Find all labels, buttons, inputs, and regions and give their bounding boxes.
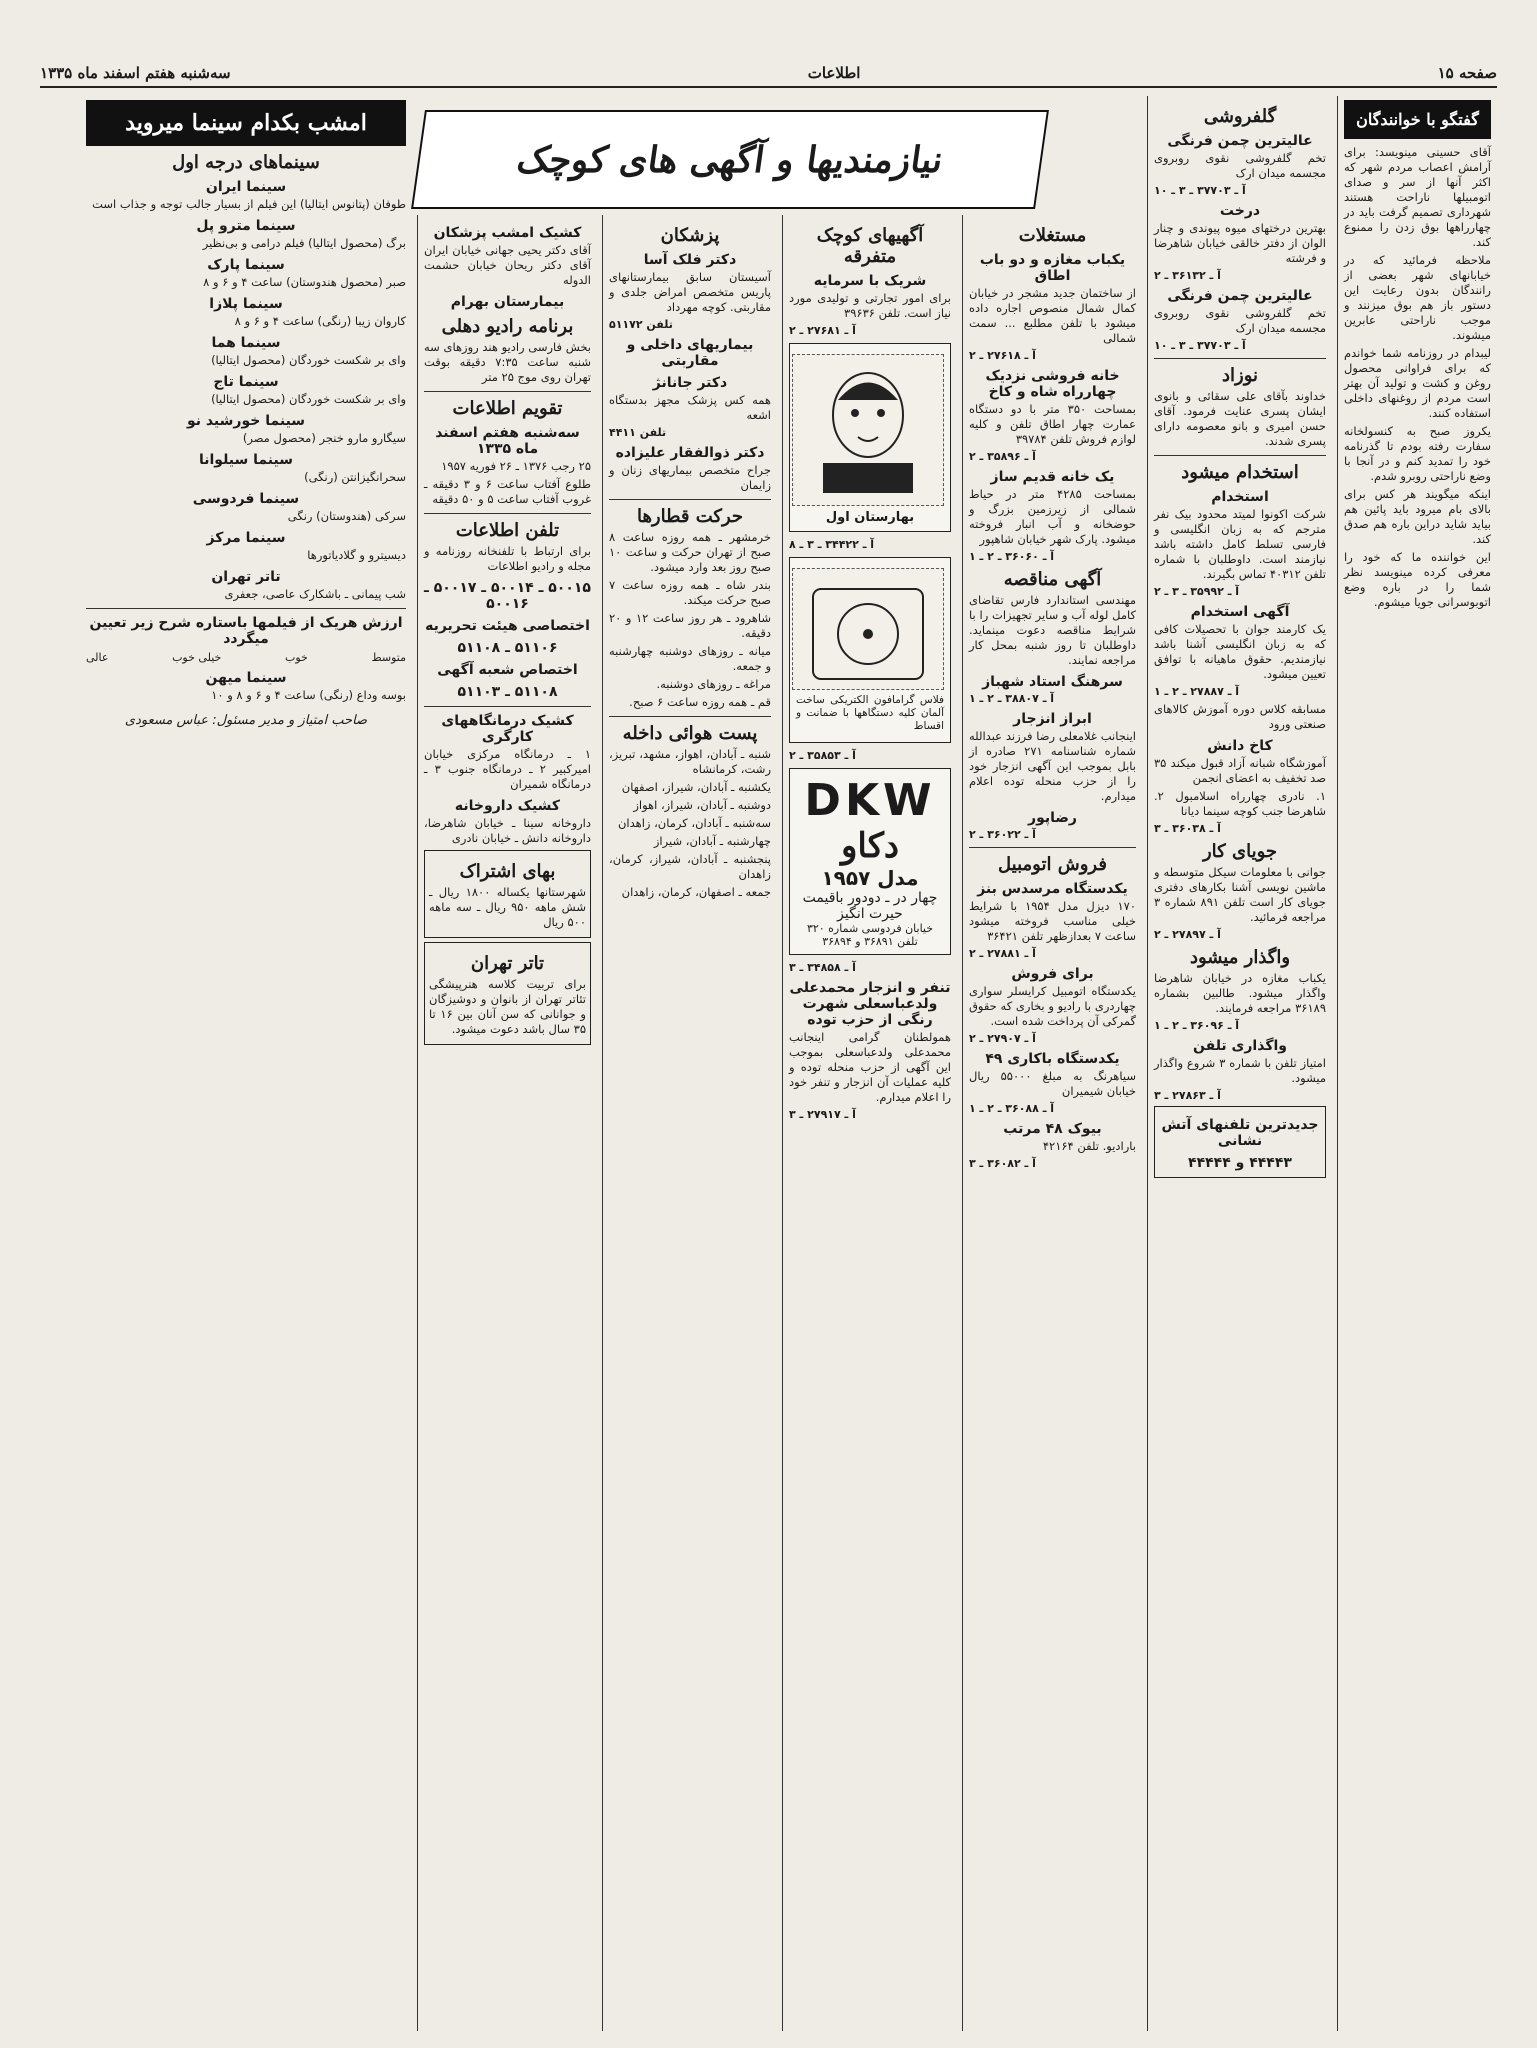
ad-heading: تنفر و انزجار محمدعلی ولدعباسعلی شهرت رنگی از حزب توده <box>789 980 951 1028</box>
ad-heading: جدیدترین تلفنهای آتش نشانی <box>1161 1117 1319 1149</box>
ad-code: آ ـ ۲۷۶۸۱ ـ ۲ <box>789 324 856 337</box>
ad-heading: ابراز انزجار <box>1013 711 1092 727</box>
ad-text: بهترین درختهای میوه پیوندی و چنار الوان از دفتر خالقی خیابان شاهرضا و فرشته <box>1154 221 1326 265</box>
cinema-name: سینما فردوسی <box>192 491 300 507</box>
cinema-name: تاتر تهران <box>211 569 281 585</box>
train-info: خرمشهر ـ همه روزه ساعت ۸ صبح از تهران حرکت و ساعت ۱۰ صبح روز بعد وارد میشود. <box>609 530 771 574</box>
ad-heading: کشیک امشب پزشکان <box>433 225 582 241</box>
dkw-address: خیابان فردوسی شماره ۳۲۰ <box>806 922 934 935</box>
ad-text: بمساحت ۳۵۰ متر با دو دستگاه عمارت چهار اطاق تلفن و کلیه لوازم فروش تلفن ۳۹۷۸۴ <box>969 402 1136 446</box>
ad-code: آ ـ ۳۸۸۰۷ ـ ۲ ـ ۱ <box>969 692 1055 705</box>
ad-code: آ ـ ۲۷۸۹۷ ـ ۲ <box>1154 928 1221 941</box>
ad-code: آ ـ ۳۶۰۹۶ ـ ۲ ـ ۱ <box>1154 1019 1240 1032</box>
ad-heading: شریک با سرمایه <box>813 273 927 289</box>
phonograph-illustration <box>792 568 944 690</box>
ad-code: آ ـ ۳۴۴۲۲ ـ ۳ ـ ۸ <box>789 538 875 551</box>
section-heading: بهای اشتراک <box>459 861 556 882</box>
ad-heading: بیوک ۴۸ مرتب <box>1003 1121 1102 1137</box>
ad-code: آ ـ ۳۷۷۰۳ ـ ۳ ـ ۱۰ <box>1154 339 1246 352</box>
train-info: مراغه ـ روزهای دوشنبه. <box>656 677 771 691</box>
reader-letter: ملاحظه فرمائید که در خیابانهای شهر بعضی از رانندگان بدون رعایت این دستور باز هم بوق میزنند و موجب ناراحتی عابرین میشوند. <box>1344 253 1491 342</box>
ad-text: جوانی با معلومات سیکل متوسطه و ماشین نویسی آشنا بکارهای دفتری جویای کار است تلفن ۸۹۱ شماره ۳ مراجعه فرمائید. <box>1154 865 1326 924</box>
cinema-name: سینما مرکز <box>206 530 286 546</box>
cinema-listing: شب پیمانی ـ باشکارک عاصی، جعفری <box>224 587 406 601</box>
ad-text: یک کارمند جوان با تحصیلات کافی که به زبان انگلیسی آشنا باشد نیازمندیم. حقوق ماهیانه با توافق تعیین میشود. <box>1154 622 1326 681</box>
ad-text: داروخانه سینا ـ خیابان شاهرضا، داروخانه دانش ـ خیابان نادری <box>424 816 591 845</box>
col-ads <box>782 215 957 2031</box>
section-heading: تاتر تهران <box>470 953 545 974</box>
cinema-listing: دیسیترو و گلادیاتورها <box>307 548 406 562</box>
airmail-info: سه‌شنبه ـ آبادان، کرمان، زاهدان <box>617 816 771 830</box>
ad-heading: اختصاص شعبه آگهی <box>437 662 578 678</box>
ad-text: یکدستگاه اتومبیل کرایسلر سواری چهاردری با رادیو و بخاری که حقوق گمرکی آن پرداخت شده است. <box>969 984 1136 1028</box>
section-heading: مستغلات <box>1018 225 1087 246</box>
ad-code: آ ـ ۳۵۹۹۲ ـ ۳ ـ ۲ <box>1154 585 1240 598</box>
train-info: بندر شاه ـ همه روزه ساعت ۷ صبح حرکت میکند. <box>609 578 771 607</box>
ad-heading: یکباب مغازه و دو باب اطاق <box>979 252 1126 284</box>
reader-letter: این خواننده ما که خود را معرفی کرده مینویسد نظر شما را در باره وضع اتوبوسرانی جویا میشوم. <box>1344 550 1491 609</box>
section-heading: سینماهای درجه اول <box>172 152 320 173</box>
col-classifieds-1 <box>1147 96 1332 2031</box>
divider <box>424 391 591 392</box>
cinema-name: سینما میهن <box>205 670 287 686</box>
ad-code: آ ـ ۲۷۸۶۳ ـ ۳ <box>1154 1089 1221 1102</box>
ad-text: سیاهرنگ به مبلغ ۵۵۰۰۰ ریال خیابان شیمیران <box>969 1069 1136 1098</box>
section-heading: آگهیهای کوچک متفرقه <box>816 225 924 267</box>
phonograph-ad <box>789 557 951 743</box>
cinema-listing: صبر (محصول هندوستان) ساعت ۴ و ۶ و ۸ <box>203 275 406 289</box>
ad-heading: کشیک درمانگاههای کارگری <box>441 713 574 745</box>
ad-heading: درخت <box>1219 203 1261 219</box>
ad-text: بخش فارسی رادیو هند روزهای سه شنبه ساعت ۷:۳۵ دقیقه بوقت تهران روی موج ۲۵ متر <box>424 340 591 384</box>
rating-good: خوب <box>284 651 308 664</box>
cinema-listing: وای بر شکست خوردگان (محصول ایتالیا) <box>211 353 406 367</box>
rating-legend-title: ارزش هریک از فیلمها باستاره شرح زیر تعیین میگردد <box>89 615 403 647</box>
ad-code: آ ـ ۳۵۸۵۳ ـ ۲ <box>789 749 856 762</box>
ad-text: تخم گلفروشی نقوی روبروی مجسمه میدان ارک <box>1154 306 1326 335</box>
ad-text: ۱۷۰ دیزل مدل ۱۹۵۴ با شرایط خیلی مناسب فروخته میشود ساعت ۷ بعدازظهر تلفن ۳۶۴۲۱ <box>969 899 1137 943</box>
dkw-desc: چهار در ـ دودور باقیمت حیرت انگیز <box>802 890 938 922</box>
ad-text: برای تربیت کلاسه هنرپیشگی تئاتر تهران از بانوان و دوشیزگان و جوانانی که سن آنان بین ۱۶ تا ۳۵ سال باشد دعوت میشود. <box>429 977 586 1036</box>
ad-code: آ ـ ۳۶۰۸۲ ـ ۳ <box>969 1157 1036 1170</box>
cinema-banner: امشب بکدام سینما میروید <box>86 100 406 146</box>
ad-text: ۱ ـ درمانگاه مرکزی خیابان امیرکبیر ۲ ـ درمانگاه جنوب ۳ ـ درمانگاه شمیران <box>424 747 592 791</box>
ad-heading: بیماریهای داخلی و مقاربتی <box>626 337 754 369</box>
ad-heading: عالیترین چمن فرنگی <box>1167 288 1313 304</box>
section-heading: حرکت قطارها <box>636 506 744 527</box>
airmail-info: پنجشنبه ـ آبادان، شیراز، کرمان، زاهدان <box>609 852 771 881</box>
ad-code: آ ـ ۳۶۱۳۲ ـ ۲ <box>1154 269 1221 282</box>
section-heading: آگهی مناقصه <box>1003 569 1102 590</box>
cinema-name: سینما ایران <box>205 179 287 195</box>
ad-code: آ ـ ۲۷۹۰۷ ـ ۲ <box>969 1032 1036 1045</box>
ad-text: همه کس پزشک مجهز بدستگاه اشعه <box>609 393 771 422</box>
ad-code: آ ـ ۳۴۸۵۸ ـ ۳ <box>789 961 856 974</box>
cinema-name: سینما مترو پل <box>196 218 296 234</box>
ad-code: آ ـ ۳۶۰۲۲ ـ ۲ <box>969 828 1036 841</box>
ad-heading: آگهی استخدام <box>1190 604 1290 620</box>
ad-code: آ ـ ۳۶۰۸۸ ـ ۲ ـ ۱ <box>969 1102 1055 1115</box>
ad-code: آ ـ ۳۷۷۰۳ ـ ۳ ـ ۱۰ <box>1154 184 1246 197</box>
ad-code: آ ـ ۳۶۰۶۰ ـ ۲ ـ ۱ <box>969 550 1055 563</box>
ad-heading: سرهنگ استاد شهباز <box>982 674 1123 690</box>
section-heading: نوزاد <box>1221 365 1259 386</box>
ad-heading: اختصاصی هیئت تحریریه <box>425 618 590 634</box>
col-services <box>602 215 777 2031</box>
cinema-listing: سرکی (هندوستان) رنگی <box>287 509 406 523</box>
ad-text: بارادیو. تلفن ۴۲۱۶۴ <box>1042 1139 1136 1153</box>
col-classifieds-2 <box>962 215 1142 2031</box>
col-readers <box>1337 96 1497 2031</box>
rating-legend <box>86 651 406 664</box>
phone-numbers: ۵۱۱۰۶ ـ ۵۱۱۰۸ <box>457 640 558 656</box>
ad-heading: یکدستگاه باکاری ۴۹ <box>985 1051 1120 1067</box>
page-header <box>40 60 1497 88</box>
page-number: صفحه ۱۵ <box>1437 64 1497 82</box>
ad-code: آ ـ ۲۷۸۸۱ ـ ۲ <box>969 947 1036 960</box>
ad-text: خداوند بآقای علی سقائی و بانوی ایشان پسری عنایت فرمود. آقای حسن امیری و بانو معصومه دارای پسری شدند. <box>1154 389 1326 448</box>
section-heading: جویای کار <box>1202 841 1278 862</box>
ad-text: تخم گلفروشی نقوی روبروی مجسمه میدان ارک <box>1154 151 1326 180</box>
fire-phone-numbers: ۴۴۴۴۳ و ۴۴۴۴۴ <box>1188 1155 1292 1171</box>
cinema-listing: سیگارو مارو خنجر (محصول مصر) <box>242 431 406 445</box>
ad-heading: خانه فروشی نزدیک چهارراه شاه و کاخ <box>985 368 1120 400</box>
phone-numbers: ۵۰۰۱۵ ـ ۵۰۰۱۴ ـ ۵۰۰۱۷ ـ ۵۰۰۱۶ <box>424 580 591 612</box>
cinema-listing: طوفان (پتانوس ایتالیا) این فیلم از بسیار جالب توجه و جذاب است <box>92 197 406 211</box>
ad-heading: دکتر ذوالفقار علیزاده <box>615 445 765 461</box>
fire-phones-box <box>1154 1106 1326 1178</box>
cinema-listing: وای بر شکست خوردگان (محصول ایتالیا) <box>211 392 406 406</box>
ad-text: ۱. نادری چهارراه اسلامبول ۲. شاهرضا جنب کوچه سینما دیانا <box>1154 789 1326 818</box>
publisher-signature: صاحب امتیاز و مدیر مسئول: عباس مسعودی <box>124 713 368 728</box>
divider <box>86 608 406 609</box>
ad-text: آموزشگاه شبانه آزاد قبول میکند ۳۵ صد تخفیف به اعضای انجمن <box>1154 756 1326 785</box>
airmail-info: جمعه ـ اصفهان، کرمان، زاهدان <box>621 885 771 899</box>
ad-text: آسیستان سابق بیمارستانهای پاریس متخصص امراض جلدی و مقاربتی. کوچه مهرداد <box>609 270 771 314</box>
ad-text: امتیاز تلفن با شماره ۳ شروع واگذار میشود. <box>1154 1056 1326 1085</box>
train-info: شاهرود ـ هر روز ساعت ۱۲ و ۲۰ دقیقه. <box>609 611 772 640</box>
ad-text: برای ارتباط با تلفنخانه روزنامه و مجله و رادیو اطلاعات <box>424 544 591 573</box>
reader-letter: اینکه میگویند هر کس برای بالای بام میرود باید پائین هم بیاید شاید دراین باره هم صدق کند. <box>1344 487 1491 546</box>
divider <box>969 847 1136 848</box>
subscription-box <box>424 850 591 938</box>
ad-text: شرکت اکونوا لمیتد محدود بیک نفر مترجم که به زبان انگلیسی و فارسی تسلط کامل داشته باشد نیازمند است. داوطلبان با شماره تلفن ۴۰۳۱۲ تماس بگیرند. <box>1154 507 1326 581</box>
section-heading: واگذار میشود <box>1189 947 1291 968</box>
ad-heading: یک خانه قدیم ساز <box>990 469 1115 485</box>
divider <box>1154 455 1326 456</box>
divider <box>1154 358 1326 359</box>
ad-heading: دکتر جانانژ <box>652 375 728 391</box>
train-info: میانه ـ روزهای دوشنبه چهارشنبه و جمعه. <box>609 644 771 673</box>
cinema-name: سینما تاج <box>213 374 279 390</box>
section-heading: پست هوائی داخله <box>622 723 758 744</box>
ad-code: آ ـ ۳۶۰۳۸ ـ ۳ <box>1154 822 1221 835</box>
newspaper-name: اطلاعات <box>807 64 861 82</box>
dkw-ad <box>789 768 951 955</box>
divider <box>424 706 591 707</box>
ad-heading: بیمارستان بهرام <box>450 294 565 310</box>
ad-code: تلفن ۴۴۱۱ <box>609 426 667 439</box>
ad-text: جراح متخصص بیماریهای زنان و زایمان <box>609 463 771 492</box>
calendar-date: سه‌شنبه هفتم اسفند ماه ۱۳۳۵ <box>435 425 580 457</box>
ad-heading: کشیک داروخانه <box>454 798 561 814</box>
cosmetic-ad <box>789 343 951 532</box>
train-info: قم ـ همه روزه ساعت ۶ صبح. <box>629 695 771 709</box>
phone-numbers: ۵۱۱۰۸ ـ ۵۱۱۰۳ <box>457 684 558 700</box>
ad-heading: کاخ دانش <box>1207 738 1273 754</box>
ad-text: اینجانب غلامعلی رضا فرزند عبدالله شماره شناسنامه ۲۷۱ صادره از بابل بموجب این آگهی انزجار خود را از حزب منحله توده اعلام میدارم. <box>969 729 1136 803</box>
ad-heading: واگذاری تلفن <box>1193 1038 1287 1054</box>
calendar-text: ۲۵ رجب ۱۳۷۶ ـ ۲۶ فوریه ۱۹۵۷ <box>441 459 591 473</box>
cinema-name: سینما هما <box>211 335 281 351</box>
dkw-name: دکاو <box>840 826 900 866</box>
rating-average: متوسط <box>371 651 406 664</box>
airmail-info: یکشنبه ـ آبادان، شیراز، اصفهان <box>621 780 771 794</box>
ad-code: آ ـ ۳۵۸۹۶ ـ ۲ <box>969 450 1036 463</box>
section-heading: پزشکان <box>660 225 720 246</box>
ad-heading: عالیترین چمن فرنگی <box>1167 133 1313 149</box>
ad-text: شهرستانها یکساله ۱۸۰۰ ریال ـ شش ماهه ۹۵۰ ریال ـ سه ماهه ۵۰۰ ریال <box>429 885 586 929</box>
airmail-info: شنبه ـ آبادان، اهواز، مشهد، تبریز، رشت، کرمانشاه <box>609 747 771 776</box>
cosmetic-ad-label: بهارستان اول <box>825 510 915 525</box>
phonograph-text: فلاس گرامافون الکتریکی ساخت آلمان کلیه دستگاهها با ضمانت و اقساط <box>796 694 944 732</box>
cinema-listing: بوسه وداع (رنگی) ساعت ۴ و ۶ و ۸ و ۱۰ <box>211 688 406 702</box>
section-heading: تلفن اطلاعات <box>455 520 560 541</box>
theatre-box <box>424 942 591 1045</box>
section-heading: تقویم اطلاعات <box>452 398 563 419</box>
dkw-logo: DKW <box>804 775 936 826</box>
ad-code: آ ـ ۲۷۹۱۷ ـ ۳ <box>789 1108 856 1121</box>
readers-banner: گفتگو با خوانندگان <box>1344 100 1491 139</box>
ad-code: آ ـ ۲۷۸۸۷ ـ ۲ ـ ۱ <box>1154 685 1240 698</box>
woman-illustration <box>792 354 944 506</box>
ad-heading: دکتر فلک آسا <box>643 252 737 268</box>
ad-text: مسابقه کلاس دوره آموزش کالاهای صنعتی ورود <box>1154 702 1326 731</box>
ad-heading: یکدستگاه مرسدس بنز <box>977 881 1128 897</box>
dkw-phone: تلفن ۳۶۸۹۱ و ۳۶۸۹۴ <box>822 935 918 948</box>
section-heading: گلفروشی <box>1203 106 1277 127</box>
ad-code: آ ـ ۲۷۶۱۸ ـ ۲ <box>969 349 1036 362</box>
classifieds-title: نیازمندیها و آگهی های کوچک <box>514 138 946 181</box>
classifieds-banner <box>411 110 1049 209</box>
cinema-listing: برگ (محصول ایتالیا) فیلم درامی و بی‌نظیر <box>202 236 406 250</box>
ad-code: تلفن ۵۱۱۷۲ <box>609 318 673 331</box>
calendar-text: طلوع آفتاب ساعت ۶ و ۳ دقیقه ـ غروب آفتاب ساعت ۵ و ۵۰ دقیقه <box>424 477 591 506</box>
divider <box>424 513 591 514</box>
airmail-info: دوشنبه ـ آبادان، شیراز، اهواز <box>633 798 771 812</box>
cinema-listing: سحرانگیزانتن (رنگی) <box>304 470 406 484</box>
rating-very-good: خیلی خوب <box>172 651 222 664</box>
ad-text: برای امور تجارتی و تولیدی مورد نیاز است. تلفن ۳۹۶۳۶ <box>789 291 951 320</box>
section-heading: برنامه رادیو دهلی <box>441 316 574 337</box>
ad-text: آقای دکتر یحیی جهانی خیابان ایران آقای دکتر ریحان خیابان حشمت الدوله <box>424 243 591 287</box>
col-info <box>417 215 597 2031</box>
ad-text: از ساختمان جدید مشجر در خیابان کمال شمال منصوص اجاره داده میشود با تلفن مطلبع ... سمت شمالی <box>969 286 1136 345</box>
ad-heading: برای فروش <box>1011 966 1094 982</box>
ad-heading: استخدام <box>1211 489 1269 505</box>
reader-letter: آقای حسینی مینویسد: برای آرامش اعصاب مردم شهر که اکثر آنها از سر و صدای اتومبیلها ناراحت هستند شهرداری تصمیم گرفت باید در چهارراهها بوق زدن را ممنوع کند. <box>1344 145 1491 249</box>
cinema-name: سینما پلازا <box>209 296 283 312</box>
dkw-model: مدل ۱۹۵۷ <box>821 866 919 890</box>
col-cinemas <box>80 96 412 2031</box>
ad-text: مهندسی استاندارد فارس تقاضای کامل لوله آب و سایر تجهیزات را با شرایط مناقصه دعوت مینماید. داوطلبان تا روز شنبه بمحل کار مراجعه نمایند. <box>969 593 1136 667</box>
cinema-name: سینما سیلوانا <box>198 452 293 468</box>
ad-text: یکباب مغازه در خیابان شاهرضا واگذار میشود. طالبین بشماره ۳۶۱۸۹ مراجعه فرمایند. <box>1154 971 1326 1015</box>
issue-date: سه‌شنبه هفتم اسفند ماه ۱۳۳۵ <box>40 64 231 82</box>
cinema-name: سینما خورشید نو <box>186 413 306 429</box>
divider <box>609 499 771 500</box>
ad-text: بمساحت ۴۲۸۵ متر در حیاط شمالی از زیرزمین بزرگ و حوضخانه و آب انبار فروخته میشود. پارک شهر خیابان شاهپور <box>969 487 1137 546</box>
reader-letter: یکروز صبح به کنسولخانه سفارت رفته بودم تا گذرنامه خود را تمدید کنم و در آنجا با وضع ناراحتی روبرو شدم. <box>1344 424 1491 483</box>
section-heading: استخدام میشود <box>1181 462 1299 483</box>
cinema-listing: کاروان زیبا (رنگی) ساعت ۴ و ۶ و ۸ <box>234 314 406 328</box>
reader-letter: لیبدام در روزنامه شما خواندم که برای فراوانی محصول روغن و کشت و تولید آن بهتر است مردم از روغنهای داخلی استفاده کنند. <box>1344 346 1491 420</box>
divider <box>609 716 771 717</box>
rating-excellent: عالی <box>86 651 109 664</box>
airmail-info: چهارشنبه ـ آبادان، شیراز <box>653 834 771 848</box>
section-heading: فروش اتومبیل <box>998 854 1107 875</box>
cinema-name: سینما پارک <box>207 257 285 273</box>
signatory: رضاپور <box>1028 810 1077 826</box>
ad-text: همولطنان گرامی اینجانب محمدعلی ولدعباسعلی بموجب این آگهی از حزب منحله توده و کلیه عملیات آن انزجار و تنفر خود را اعلام میدارم. <box>789 1030 951 1104</box>
